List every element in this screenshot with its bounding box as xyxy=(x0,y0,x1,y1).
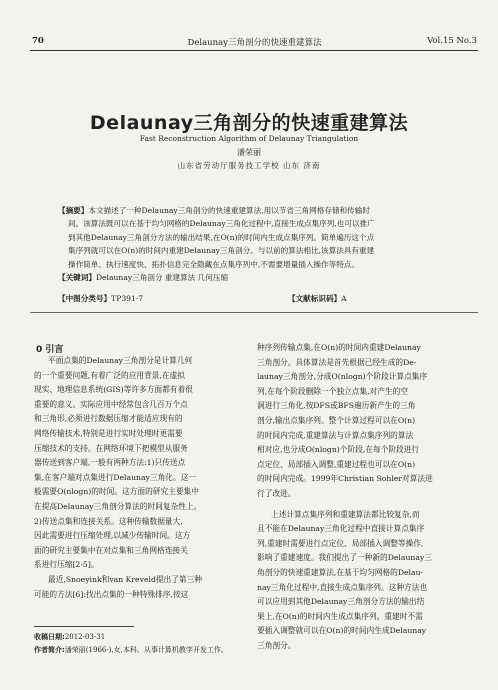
running-title: Delaunay三角剖分的快速重建算法 xyxy=(187,38,322,48)
section-divider xyxy=(30,312,478,313)
body-line: 的时间内完成。1999年Christian Sohler对算法进 xyxy=(257,474,433,484)
abstract-line: 到其他Delaunay三角剖分方法的输出结果,在O(n)的时间内生成点集序列。简单遍历这个点 xyxy=(68,232,375,242)
body-line: 般需要O(nlogn)的时间。这方面的研究主要集中 xyxy=(34,487,199,497)
page-number: 70 xyxy=(32,36,44,46)
body-line: 行了改进。 xyxy=(257,488,296,498)
left-column xyxy=(34,354,244,602)
body-line: 和三角形,必须进行数据压缩才能适应现有的 xyxy=(34,414,183,424)
right-column xyxy=(257,341,469,653)
received-date: 收稿日期:2012-03-31 xyxy=(34,633,106,641)
abstract-label: 【摘要】 xyxy=(58,206,89,215)
body-line: 影响了重建速度。我们提出了一种新的Delaunay三 xyxy=(257,553,432,563)
abstract-line: 【摘要】本文描述了一种Delaunay三角剖分的快速重建算法,用以节省三角网格存储和传输时 xyxy=(58,206,370,215)
body-line: launay三角剖分,分成O(nlogn)个阶段计算点集序 xyxy=(257,372,428,382)
abstract-line: 集序列就可以在O(n)的时间内重建Delaunay三角剖分。与以前的算法相比,该算法具有重建 xyxy=(68,246,375,256)
abstract xyxy=(58,204,454,284)
body-line: 点定位、局部插入调整,重建过程也可以在O(n) xyxy=(257,459,416,469)
body-line: 可能的方法[6]:找出点集的一种特殊排序,按这 xyxy=(34,589,189,599)
body-line: 列,在每个阶段删除一个独立点集,对产生的空 xyxy=(257,386,408,396)
body-line: 2)传送点集和连接关系。这种传输数据量大, xyxy=(34,516,183,526)
author-name: 潘荣丽 xyxy=(237,148,261,157)
abstract-line: 间。该算法既可以在基于均匀网格的Delaunay三角化过程中,直接生成点集序列,也可以推广 xyxy=(68,219,375,229)
body-line: 列,重建时需要进行点定位、局部插入调整等操作, xyxy=(257,538,424,548)
body-line: 相对应,也分成O(nlogn)个阶段,在每个阶段进行 xyxy=(257,445,420,455)
body-line: 剖分,输出点集序列。整个计算过程可以在O(n) xyxy=(257,415,416,425)
classification xyxy=(58,293,454,304)
body-line: 现实、地理信息系统(GIS)等许多方面都有着很 xyxy=(34,385,193,395)
body-line: 三角剖分。 xyxy=(257,640,296,650)
keywords-label: 【关键词】 xyxy=(58,273,96,283)
section-heading: 0 引言 xyxy=(36,345,64,355)
body-line: 的一个重要问题,有着广泛的应用背景,在虚拟 xyxy=(34,370,185,380)
abstract-line: 操作简单、执行速度快、拓扑信息完全隐藏在点集序列中,不需要增量插入操作等特点。 xyxy=(68,259,359,269)
body-line: 系进行压缩[2-5]。 xyxy=(34,560,99,570)
body-line: 平面点集的Delaunay三角剖分是计算几何 xyxy=(48,356,193,365)
body-line: 重要的意义。实际应用中经常包含几百万个点 xyxy=(34,399,188,409)
body-line: 要插入调整就可以在O(n)的时间内生成Delaunay xyxy=(257,626,427,636)
body-line: 集,在客户端对点集进行Delaunay三角化。这一 xyxy=(34,472,197,482)
body-line: 角剖分的快速重建算法,在基于均匀网格的Delau- xyxy=(257,567,424,577)
body-line: 可以应用到其他Delaunay三角剖分方法的输出结 xyxy=(257,597,425,607)
body-line: nay三角化过程中,直接生成点集序列。这种方法也 xyxy=(257,582,428,592)
body-line: 的时间内完成,重建算法与计算点集序列的算法 xyxy=(257,430,414,440)
body-line: 且不能在Delaunay三角化过程中直接计算点集序 xyxy=(257,524,425,534)
body-line: 在提高Delaunay三角剖分算法的时间复杂性上。 xyxy=(34,501,202,511)
footnote-rule xyxy=(34,626,134,627)
affiliation: 山东省劳动厅服务技工学校 山东 济南 xyxy=(177,161,321,170)
body-line: 果上,在O(n)的时间内生成点集序列。重建时不需 xyxy=(257,611,423,621)
body-line: 面的研究主要集中在对点集和三角网格连接关 xyxy=(34,545,188,555)
document-code: 【文献标识码】A xyxy=(288,294,347,303)
body-line: 上述计算点集序列和重建算法都比较复杂,而 xyxy=(271,509,420,519)
body-line: 因此需要进行压缩处理,以减少传输时间。这方 xyxy=(34,531,191,541)
body-line: 种序列传输点集,在O(n)的时间内重建Delaunay xyxy=(257,343,421,352)
volume-issue: Vol.15 No.3 xyxy=(427,36,477,46)
author-bio: 作者简介:潘荣丽(1966-),女,本科。从事计算机教学开发工作。 xyxy=(34,646,228,654)
body-line: 最近,Snoeyink和van Kreveld提出了第三种 xyxy=(48,574,202,584)
keywords: 【关键词】Delaunay三角剖分 重建算法 几何压缩 xyxy=(58,273,229,283)
body-line: 器传送到客户端,一般有两种方法:1)只传送点 xyxy=(34,458,186,468)
body-line: 网络传输技术,特别是进行实时处理时更需要 xyxy=(34,428,183,438)
paper-title: Delaunay三角剖分的快速重建算法 xyxy=(89,112,409,134)
running-header xyxy=(32,36,477,50)
body-line: 三角剖分。具体算法是首先根据已经生成的De- xyxy=(257,357,417,367)
english-title: Fast Reconstruction Algorithm of Delaunay Triangulation xyxy=(139,134,359,143)
body-line: 压缩技术的支持。在网络环境下把模型从服务 xyxy=(34,443,188,453)
header-rule xyxy=(30,50,478,51)
body-line: 洞进行三角化,按DFS或BFS遍历新产生的三角 xyxy=(257,401,416,411)
clc-code: 【中图分类号】TP391·7 xyxy=(58,294,144,303)
